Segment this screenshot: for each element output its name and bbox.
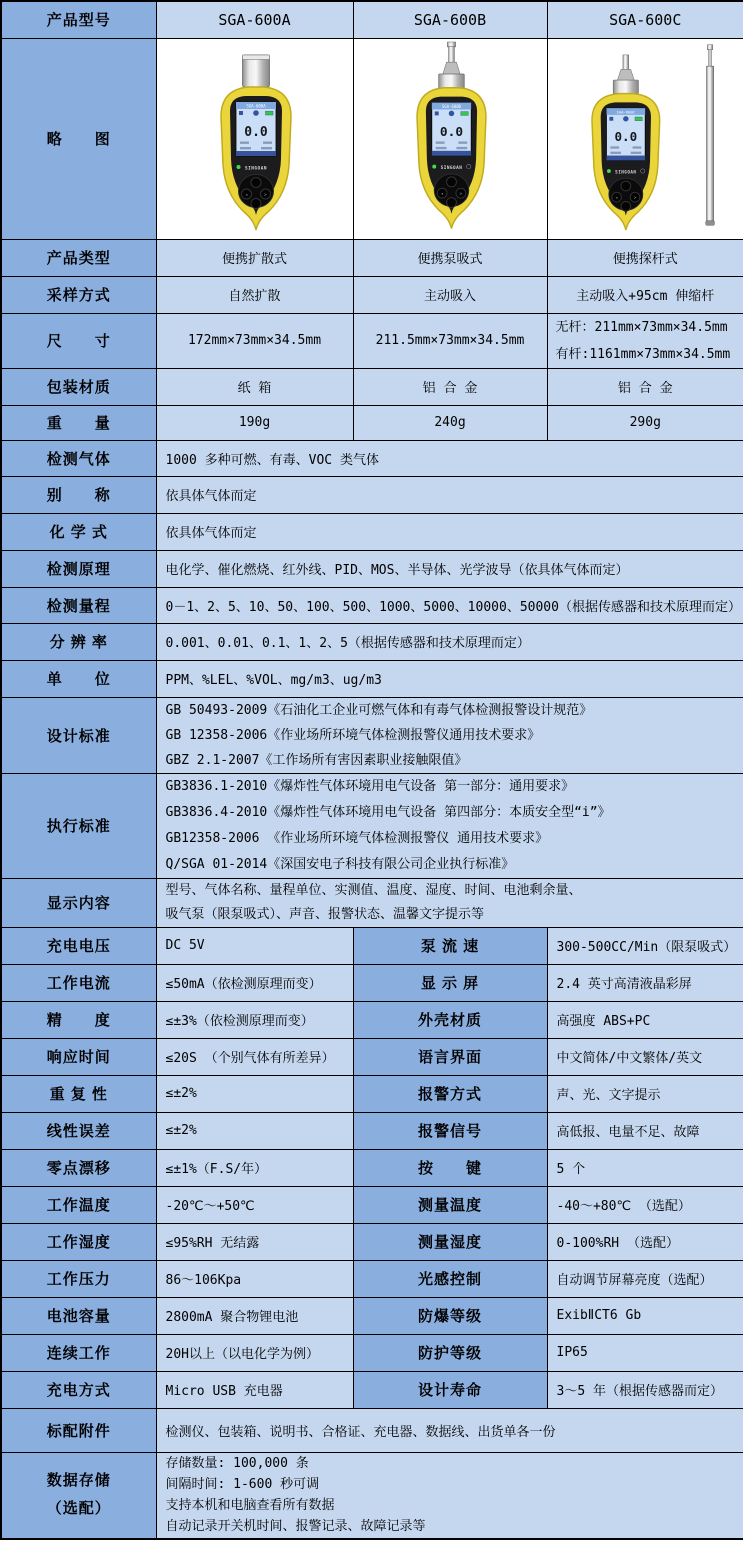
- spec-value: ≤±2%: [156, 1075, 353, 1112]
- product-image-sga-600b: [354, 39, 547, 239]
- spec-value: 2.4 英寸高清液晶彩屏: [547, 964, 743, 1001]
- spec-value: 铝 合 金: [353, 368, 547, 405]
- spec-label: 设计寿命: [353, 1371, 547, 1408]
- spec-value: ≤20S （个别气体有所差异）: [156, 1038, 353, 1075]
- spec-label: 零点漂移: [1, 1149, 156, 1186]
- spec-label: 设计标准: [1, 697, 156, 773]
- spec-label: 别 称: [1, 476, 156, 513]
- spec-label: 显 示 屏: [353, 964, 547, 1001]
- spec-label: 工作电流: [1, 964, 156, 1001]
- spec-value: [156, 1452, 743, 1539]
- spec-value: 5 个: [547, 1149, 743, 1186]
- spec-value: 依具体气体而定: [156, 513, 743, 550]
- product-image-cell-a: [156, 38, 353, 239]
- full-row: [1, 697, 743, 773]
- dual-row: [1, 1075, 743, 1112]
- brand-label: SINGOAN: [614, 169, 636, 175]
- battery-icon: [460, 111, 467, 115]
- spec-value: [156, 773, 743, 878]
- lcd-status-bar: [431, 150, 470, 155]
- spec-label: 工作温度: [1, 1186, 156, 1223]
- spec-label: 工作湿度: [1, 1223, 156, 1260]
- probe-tip: [447, 42, 455, 47]
- spec-value: 便携扩散式: [156, 239, 353, 276]
- keypad: [608, 178, 642, 211]
- spec-label: 报警方式: [353, 1075, 547, 1112]
- spec-label: 分 辨 率: [1, 623, 156, 660]
- led-indicator: [432, 164, 436, 168]
- spec-value: 1000 多种可燃、有毒、VOC 类气体: [156, 440, 743, 476]
- device-sga-600b: [417, 42, 486, 229]
- model-sga-600c: SGA-600C: [547, 1, 743, 38]
- lcd-reading: 0.0: [439, 124, 463, 140]
- text-line: GBZ 2.1-2007《工作场所有害因素职业接触限值》: [165, 752, 468, 768]
- product-image-cell-c: [547, 38, 743, 239]
- full-row: [1, 513, 743, 550]
- spec-value: 190g: [156, 405, 353, 440]
- spec-value: 86～106Kpa: [156, 1260, 353, 1297]
- text-line: 间隔时间: 1-600 秒可调: [165, 1477, 320, 1493]
- text-line: GB 12358-2006《作业场所环境气体检测报警仪通用技术要求》: [165, 727, 541, 743]
- text-line: GB 50493-2009《石油化工企业可燃气体和有毒气体检测报警设计规范》: [165, 702, 593, 718]
- spec-value: [156, 878, 743, 927]
- text-line: 存储数量: 100,000 条: [165, 1456, 309, 1472]
- header-label: 产品型号: [1, 1, 156, 38]
- probe-rod: [448, 46, 454, 64]
- spec-label: 充电电压: [1, 927, 156, 964]
- sensor-cap: [438, 74, 464, 89]
- spec-value: -40～+80℃ （选配）: [547, 1186, 743, 1223]
- svg-text:◂: ◂: [440, 191, 443, 197]
- spec-value: 172mm×73mm×34.5mm: [156, 313, 353, 368]
- spec-value: 高低报、电量不足、故障: [547, 1112, 743, 1149]
- lcd-status-bar: [236, 151, 276, 156]
- spec-label: 重 量: [1, 405, 156, 440]
- spec-label: 响应时间: [1, 1038, 156, 1075]
- bottom-row: [1, 1408, 743, 1452]
- dual-row: [1, 1297, 743, 1334]
- spec-value: 电化学、催化燃烧、红外线、PID、MOS、半导体、光学波导（依具体气体而定）: [156, 550, 743, 587]
- spec-label: 检测原理: [1, 550, 156, 587]
- dual-row: [1, 964, 743, 1001]
- spec-value: 检测仪、包装箱、说明书、合格证、充电器、数据线、出货单各一份: [156, 1408, 743, 1452]
- lcd-title: SGA-600B: [441, 103, 461, 109]
- spec-value: 自动调节屏幕亮度（选配）: [547, 1260, 743, 1297]
- spec-value: 中文简体/中文繁体/英文: [547, 1038, 743, 1075]
- svg-text:◂: ◂: [614, 195, 618, 201]
- text-line: （选配）: [46, 1500, 111, 1518]
- spec-value: 铝 合 金: [547, 368, 743, 405]
- text-line: 数据存储: [46, 1472, 111, 1490]
- spec-label: 光感控制: [353, 1260, 547, 1297]
- spec-value: 2800mA 聚合物锂电池: [156, 1297, 353, 1334]
- spec-label: 采样方式: [1, 276, 156, 313]
- full-row: [1, 623, 743, 660]
- spec-value: 主动吸入+95cm 伸缩杆: [547, 276, 743, 313]
- spec-value: 300-500CC/Min（限泵吸式）: [547, 927, 743, 964]
- spec-value: ≤±3%（依检测原理而变）: [156, 1001, 353, 1038]
- text-line: 有杆:1161mm×73mm×34.5mm: [555, 346, 731, 362]
- battery-icon: [635, 117, 642, 121]
- product-row: [1, 276, 743, 313]
- spec-value: 声、光、文字提示: [547, 1075, 743, 1112]
- lcd-reading: 0.0: [613, 128, 637, 144]
- probe-cone: [617, 69, 634, 81]
- dual-row: [1, 1334, 743, 1371]
- sensor-cap: [613, 80, 638, 94]
- text-line: 无杆：211mm×73mm×34.5mm: [555, 319, 728, 335]
- dual-row: [1, 1112, 743, 1149]
- spec-value: 3～5 年（根据传感器而定）: [547, 1371, 743, 1408]
- spec-value: 211.5mm×73mm×34.5mm: [353, 313, 547, 368]
- spec-label: 泵 流 速: [353, 927, 547, 964]
- spec-label: 连续工作: [1, 1334, 156, 1371]
- spec-label: 工作压力: [1, 1260, 156, 1297]
- sketch-row: [1, 38, 743, 239]
- dual-row: [1, 927, 743, 964]
- spec-label: 执行标准: [1, 773, 156, 878]
- product-row: [1, 405, 743, 440]
- spec-value: ≤95%RH 无结露: [156, 1223, 353, 1260]
- bottom-row: [1, 1452, 743, 1539]
- text-line: Q/SGA 01-2014《深国安电子科技有限公司企业执行标准》: [165, 856, 515, 872]
- led-indicator: [606, 169, 610, 173]
- lcd-title: SGA-600C: [616, 108, 635, 114]
- product-row: [1, 313, 743, 368]
- dual-row: [1, 1260, 743, 1297]
- telescopic-rod: [705, 44, 714, 225]
- product-image-sga-600a: [157, 39, 353, 239]
- battery-icon: [265, 111, 273, 115]
- spec-value: 0.001、0.01、0.1、1、2、5（根据传感器和技术原理而定）: [156, 623, 743, 660]
- device-sga-600a: [221, 55, 291, 230]
- spec-value: 20H以上（以电化学为例）: [156, 1334, 353, 1371]
- spec-label: 包装材质: [1, 368, 156, 405]
- spec-value: [156, 697, 743, 773]
- sketch-label: 略 图: [1, 38, 156, 239]
- spec-label: 尺 寸: [1, 313, 156, 368]
- product-image-sga-600c: [548, 39, 743, 239]
- spec-label: 精 度: [1, 1001, 156, 1038]
- probe-rod: [622, 54, 628, 69]
- spec-value: 高强度 ABS+PC: [547, 1001, 743, 1038]
- full-row: [1, 587, 743, 623]
- spec-value: 240g: [353, 405, 547, 440]
- text-line: 吸气泵（限泵吸式）、声音、报警状态、温馨文字提示等: [165, 906, 485, 922]
- text-line: 型号、气体名称、量程单位、实测值、温度、湿度、时间、电池剩余量、: [165, 882, 582, 898]
- dual-row: [1, 1186, 743, 1223]
- spec-value: IP65: [547, 1334, 743, 1371]
- model-sga-600b: SGA-600B: [353, 1, 547, 38]
- spec-label: 测量湿度: [353, 1223, 547, 1260]
- spec-label: 化 学 式: [1, 513, 156, 550]
- product-image-cell-b: [353, 38, 547, 239]
- sensor-cap: [242, 55, 269, 87]
- product-row: [1, 368, 743, 405]
- spec-label: 单 位: [1, 660, 156, 697]
- spec-value: 便携探杆式: [547, 239, 743, 276]
- lcd-reading: 0.0: [243, 124, 268, 140]
- spec-value: ≤±2%: [156, 1112, 353, 1149]
- header-row: [1, 1, 743, 38]
- fan-icon: [253, 110, 259, 116]
- full-row: [1, 440, 743, 476]
- spec-value: Micro USB 充电器: [156, 1371, 353, 1408]
- spec-value: DC 5V: [156, 927, 353, 964]
- spec-label: 报警信号: [353, 1112, 547, 1149]
- spec-value: 0-100%RH （选配）: [547, 1223, 743, 1260]
- spec-value: [547, 313, 743, 368]
- full-row: [1, 660, 743, 697]
- device-sga-600c: [591, 54, 659, 229]
- spec-value: ExibⅡCT6 Gb: [547, 1297, 743, 1334]
- spec-label: 按 键: [353, 1149, 547, 1186]
- full-row: [1, 878, 743, 927]
- spec-value: 主动吸入: [353, 276, 547, 313]
- text-line: GB3836.4-2010《爆炸性气体环境用电气设备 第四部分：本质安全型“i”》: [165, 804, 611, 820]
- svg-text:>: >: [633, 195, 636, 201]
- spec-label: 检测气体: [1, 440, 156, 476]
- brand-label: SINGOAN: [244, 166, 267, 171]
- speaker-icon: [239, 111, 243, 115]
- dual-row: [1, 1223, 743, 1260]
- dual-row: [1, 1149, 743, 1186]
- spec-label: 测量温度: [353, 1186, 547, 1223]
- spec-label: 防护等级: [353, 1334, 547, 1371]
- spec-label: 防爆等级: [353, 1297, 547, 1334]
- spec-value: 0－1、2、5、10、50、100、500、1000、5000、10000、50000（根据传感器和技术原理而定）: [156, 587, 743, 623]
- spec-value: 依具体气体而定: [156, 476, 743, 513]
- speaker-icon: [434, 111, 438, 115]
- spec-label: 外壳材质: [353, 1001, 547, 1038]
- fan-icon: [448, 110, 454, 116]
- spec-label: 显示内容: [1, 878, 156, 927]
- spec-label: 标配附件: [1, 1408, 156, 1452]
- dual-row: [1, 1371, 743, 1408]
- spec-value: 自然扩散: [156, 276, 353, 313]
- spec-label: [1, 1452, 156, 1539]
- text-line: GB12358-2006 《作业场所环境气体检测报警仪 通用技术要求》: [165, 830, 549, 846]
- spec-value: 290g: [547, 405, 743, 440]
- spec-label: 重 复 性: [1, 1075, 156, 1112]
- spec-label: 检测量程: [1, 587, 156, 623]
- led-indicator: [236, 165, 240, 169]
- text-line: 自动记录开关机时间、报警记录、故障记录等: [165, 1519, 426, 1535]
- spec-label: 语言界面: [353, 1038, 547, 1075]
- full-row: [1, 550, 743, 587]
- spec-label: 产品类型: [1, 239, 156, 276]
- full-row: [1, 476, 743, 513]
- dual-row: [1, 1038, 743, 1075]
- keypad: [434, 173, 468, 206]
- text-line: GB3836.1-2010《爆炸性气体环境用电气设备 第一部分：通用要求》: [165, 778, 575, 794]
- spec-value: ≤50mA（依检测原理而变）: [156, 964, 353, 1001]
- spec-label: 充电方式: [1, 1371, 156, 1408]
- svg-text:◂: ◂: [244, 192, 248, 198]
- fan-icon: [623, 116, 628, 121]
- spec-value: PPM、%LEL、%VOL、mg/m3、ug/m3: [156, 660, 743, 697]
- spec-value: 便携泵吸式: [353, 239, 547, 276]
- lcd-title: SGA-600A: [245, 102, 266, 108]
- full-row: [1, 773, 743, 878]
- spec-label: 电池容量: [1, 1297, 156, 1334]
- lcd-status-bar: [606, 155, 645, 160]
- spec-value: -20℃～+50℃: [156, 1186, 353, 1223]
- svg-text:>: >: [263, 192, 267, 198]
- text-line: 支持本机和电脑查看所有数据: [165, 1498, 335, 1514]
- product-row: [1, 239, 743, 276]
- model-sga-600a: SGA-600A: [156, 1, 353, 38]
- keypad: [238, 174, 273, 208]
- speaker-icon: [609, 116, 613, 120]
- spec-value: 纸 箱: [156, 368, 353, 405]
- brand-label: SINGOAN: [440, 165, 462, 171]
- dual-row: [1, 1001, 743, 1038]
- svg-text:>: >: [459, 191, 462, 197]
- spec-label: 线性误差: [1, 1112, 156, 1149]
- spec-value: ≤±1%（F.S/年）: [156, 1149, 353, 1186]
- probe-cone: [442, 62, 460, 75]
